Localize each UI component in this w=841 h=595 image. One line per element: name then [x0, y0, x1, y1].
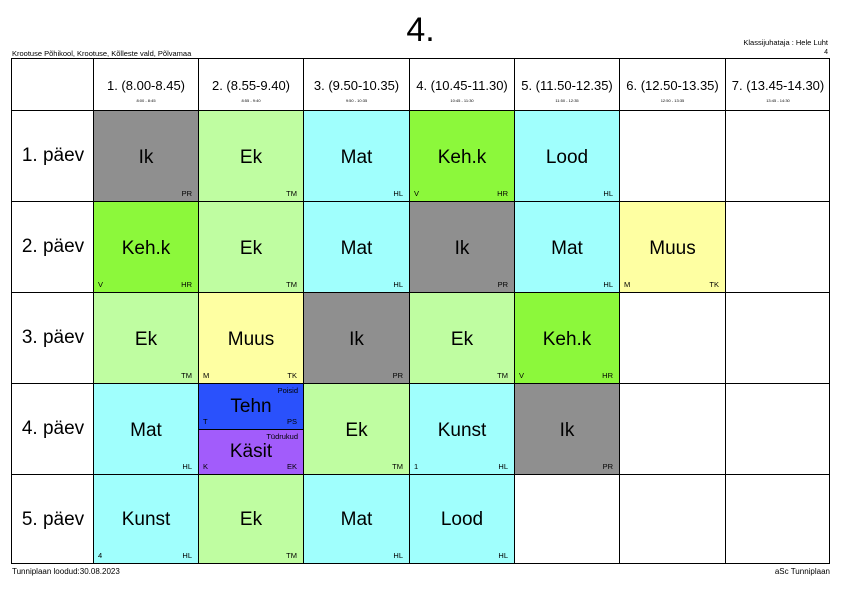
- period-header-6: [620, 59, 725, 111]
- lesson-subject: Ek: [345, 420, 368, 441]
- period-time: 8:55 - 9:40: [241, 98, 261, 103]
- lesson-teacher: TM: [497, 371, 508, 380]
- lesson-cell-group-girls[interactable]: [199, 430, 304, 475]
- lesson-cell[interactable]: [94, 202, 199, 293]
- period-time: 10:45 - 11:30: [450, 98, 474, 103]
- lesson-cell[interactable]: [304, 293, 410, 384]
- lesson-cell[interactable]: [94, 111, 199, 202]
- lesson-teacher: HL: [603, 280, 613, 289]
- school-name: Krootuse Põhikool, Krootuse, Kõlleste vald, Põlvamaa: [12, 49, 192, 58]
- period-label: 5. (11.50-12.35): [521, 78, 613, 93]
- page-number: 4: [824, 49, 828, 56]
- lesson-subject: Tehn: [230, 396, 272, 417]
- grid-divider: [725, 59, 726, 563]
- lesson-teacher: HL: [393, 551, 403, 560]
- lesson-subject: Kunst: [437, 420, 487, 441]
- lesson-cell[interactable]: [304, 384, 410, 475]
- lesson-cell[interactable]: [515, 384, 620, 475]
- period-header-4: [410, 59, 514, 111]
- lesson-subject: Keh.k: [437, 147, 487, 168]
- period-header-1: [94, 59, 198, 111]
- lesson-room: T: [203, 417, 208, 426]
- lesson-teacher: HL: [498, 551, 508, 560]
- page-title: 4.: [406, 11, 435, 49]
- lesson-cell[interactable]: [410, 202, 515, 293]
- timetable-grid: [11, 58, 830, 564]
- lesson-teacher: HL: [393, 280, 403, 289]
- lesson-cell[interactable]: [620, 202, 726, 293]
- lesson-room: 4: [98, 551, 103, 560]
- lesson-subject: Muus: [227, 329, 275, 350]
- lesson-teacher: TM: [181, 371, 192, 380]
- period-label: 1. (8.00-8.45): [106, 78, 186, 93]
- lesson-teacher: TM: [286, 551, 297, 560]
- day-label-1: 1. päev: [21, 145, 85, 166]
- lesson-subject: Mat: [340, 509, 373, 530]
- lesson-subject: Ek: [239, 238, 263, 259]
- lesson-subject: Ek: [239, 147, 263, 168]
- lesson-teacher: PS: [286, 417, 297, 426]
- lesson-room: 1: [414, 462, 419, 471]
- day-label-5: 5. päev: [21, 508, 85, 530]
- lesson-cell[interactable]: [199, 293, 304, 384]
- lesson-teacher: TK: [709, 280, 719, 289]
- lesson-subject: Kunst: [121, 509, 171, 530]
- period-label: 6. (12.50-13.35): [626, 78, 719, 93]
- lesson-subject: Keh.k: [542, 329, 592, 350]
- lesson-teacher: PR: [497, 280, 508, 289]
- group-label: Poisid: [277, 386, 298, 395]
- lesson-cell[interactable]: [94, 384, 199, 475]
- lesson-teacher: HL: [603, 189, 613, 198]
- lesson-cell[interactable]: [410, 384, 515, 475]
- lesson-room: V: [519, 371, 525, 380]
- lesson-cell[interactable]: [515, 111, 620, 202]
- lesson-teacher: HL: [182, 462, 192, 471]
- lesson-subject: Keh.k: [121, 238, 171, 259]
- lesson-subject: Ik: [349, 329, 364, 350]
- day-label-4: 4. päev: [21, 418, 85, 439]
- lesson-room: K: [203, 462, 209, 471]
- day-label-2: 2. päev: [21, 236, 85, 257]
- lesson-subject: Ek: [134, 329, 158, 350]
- lesson-cell[interactable]: [199, 111, 304, 202]
- lesson-subject: Lood: [440, 509, 484, 530]
- period-label: 3. (9.50-10.35): [313, 78, 400, 93]
- day-label-3: 3. päev: [21, 327, 85, 348]
- lesson-teacher: HR: [497, 189, 508, 198]
- lesson-cell[interactable]: [199, 202, 304, 293]
- lesson-cell[interactable]: [410, 475, 515, 564]
- lesson-cell[interactable]: [94, 293, 199, 384]
- lesson-room: V: [98, 280, 104, 289]
- period-label: 4. (10.45-11.30): [416, 78, 508, 93]
- lesson-teacher: HL: [393, 189, 403, 198]
- lesson-subject: Ik: [454, 238, 470, 259]
- lesson-cell[interactable]: [304, 202, 410, 293]
- lesson-cell[interactable]: [304, 475, 410, 564]
- class-teacher: Klassijuhataja : Hele Luht: [743, 38, 828, 47]
- lesson-room: M: [624, 280, 631, 289]
- lesson-teacher: HR: [181, 280, 192, 289]
- app-brand: aSc Tunniplaan: [774, 567, 830, 576]
- lesson-cell[interactable]: [515, 202, 620, 293]
- period-time: 11:50 - 12:35: [555, 98, 579, 103]
- lesson-teacher: TM: [286, 189, 297, 198]
- lesson-teacher: HR: [602, 371, 613, 380]
- lesson-room: M: [203, 371, 210, 380]
- lesson-subject: Ik: [138, 147, 154, 168]
- lesson-subject: Ek: [239, 509, 263, 530]
- period-time: 12:50 - 13:35: [660, 98, 685, 103]
- period-header-3: [304, 59, 409, 111]
- lesson-teacher: TM: [392, 462, 403, 471]
- period-time: 9:50 - 10:35: [345, 98, 368, 103]
- period-time: 13:45 - 14:30: [766, 98, 790, 103]
- lesson-subject: Mat: [130, 420, 162, 441]
- period-header-7: [726, 59, 830, 111]
- lesson-cell[interactable]: [515, 293, 620, 384]
- lesson-room: V: [414, 189, 420, 198]
- lesson-subject: Muus: [649, 238, 696, 259]
- lesson-teacher: PR: [602, 462, 613, 471]
- lesson-subject: Ek: [450, 329, 474, 350]
- lesson-subject: Mat: [340, 147, 373, 168]
- lesson-subject: Mat: [551, 238, 583, 259]
- lesson-teacher: TM: [286, 280, 297, 289]
- lesson-teacher: HL: [182, 551, 192, 560]
- lesson-subject: Käsit: [229, 441, 273, 462]
- lesson-teacher: EK: [286, 462, 297, 471]
- lesson-subject: Lood: [545, 147, 589, 168]
- period-label: 2. (8.55-9.40): [211, 78, 291, 93]
- lesson-teacher: PR: [392, 371, 403, 380]
- lesson-cell[interactable]: [199, 475, 304, 564]
- lesson-teacher: PR: [181, 189, 192, 198]
- period-label: 7. (13.45-14.30): [731, 78, 825, 93]
- lesson-subject: Mat: [340, 238, 373, 259]
- period-header-5: [515, 59, 619, 111]
- created-date: Tunniplaan loodud:30.08.2023: [12, 567, 120, 576]
- lesson-cell[interactable]: [410, 293, 515, 384]
- lesson-cell[interactable]: [94, 475, 199, 564]
- group-label: Tüdrukud: [266, 432, 298, 441]
- lesson-cell-group-boys[interactable]: [199, 384, 304, 430]
- lesson-subject: Ik: [559, 420, 575, 441]
- lesson-teacher: TK: [287, 371, 297, 380]
- lesson-cell[interactable]: [304, 111, 410, 202]
- lesson-cell[interactable]: [410, 111, 515, 202]
- lesson-teacher: HL: [498, 462, 508, 471]
- period-header-2: [199, 59, 303, 111]
- period-time: 8:00 - 8:45: [136, 98, 156, 103]
